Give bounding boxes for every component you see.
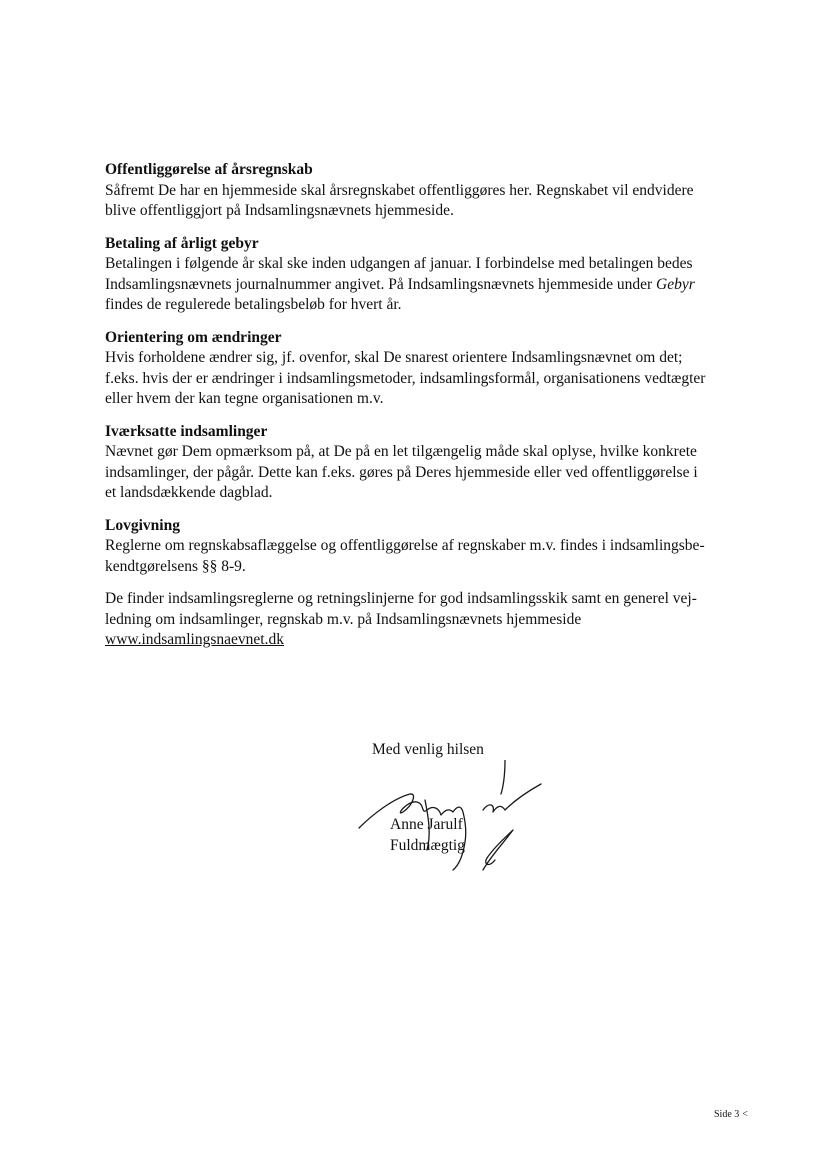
signatory-title: Fuldmægtig — [390, 837, 465, 854]
section-text — [105, 442, 765, 504]
text-line: Nævnet gør Dem opmærksom på, at De på en let tilgængelig måde skal oplyse, hvilke konkrete — [105, 443, 697, 460]
letter-body — [105, 160, 765, 663]
signatory-block — [390, 814, 465, 856]
page-number: Side 3 — [714, 1109, 740, 1120]
signatory-name: Anne Jarulf — [390, 816, 463, 833]
section-text — [105, 181, 765, 222]
section-heading: Orientering om ændringer — [105, 328, 282, 346]
text-line: et landsdækkende dagblad. — [105, 484, 273, 501]
section-heading: Offentliggørelse af årsregnskab — [105, 161, 313, 178]
text-line: indsamlinger, der pågår. Dette kan f.eks. gøres på Deres hjemmeside eller ved offentliggørelse i — [105, 463, 698, 481]
section-indsamlinger — [105, 422, 765, 504]
text-line: eller hvem der kan tegne organisationen m.v. — [105, 390, 384, 407]
section-heading: Betaling af årligt gebyr — [105, 234, 259, 252]
closing-paragraph — [105, 589, 765, 651]
section-text — [105, 348, 765, 410]
section-text — [105, 536, 765, 577]
text-line: Betalingen i følgende år skal ske inden udgangen af januar. I forbindelse med betalingen bedes — [105, 255, 693, 272]
section-offentliggorelse — [105, 160, 765, 222]
gebyr-term: Gebyr — [656, 275, 695, 293]
section-lovgivning — [105, 516, 765, 578]
text-line: Reglerne om regnskabsaflæggelse og offentliggørelse af regnskaber m.v. findes i indsamlingsbe- — [105, 537, 705, 554]
page-footer — [714, 1109, 751, 1120]
text-line: Hvis forholdene ændrer sig, jf. ovenfor, skal De snarest orientere Indsamlingsnævnet om det; — [105, 349, 683, 366]
greeting: Med venlig hilsen — [372, 741, 484, 758]
footer-marker: < — [742, 1109, 748, 1120]
section-heading: Iværksatte indsamlinger — [105, 422, 268, 440]
section-orientering — [105, 328, 765, 410]
website-link[interactable]: www.indsamlingsnaevnet.dk — [105, 631, 284, 648]
closing-text — [105, 589, 765, 651]
text-line: Såfremt De har en hjemmeside skal årsregnskabet offentliggøres her. Regnskabet vil endvidere — [105, 181, 694, 199]
text-line: ledning om indsamlinger, regnskab m.v. på Indsamlingsnævnets hjemmeside — [105, 610, 582, 628]
text-line: findes de regulerede betalingsbeløb for hvert år. — [105, 296, 402, 313]
section-heading: Lovgivning — [105, 516, 180, 534]
text-line — [105, 275, 765, 296]
text-fragment: Indsamlingsnævnets journalnummer angivet. På Indsamlingsnævnets hjemmeside under — [105, 275, 653, 293]
section-text — [105, 254, 765, 316]
text-line: kendtgørelsens §§ 8-9. — [105, 557, 246, 575]
section-betaling — [105, 234, 765, 316]
text-line: blive offentliggjort på Indsamlingsnævnets hjemmeside. — [105, 202, 454, 219]
text-line: f.eks. hvis der er ændringer i indsamlingsmetoder, indsamlingsformål, organisationens vedtægter — [105, 369, 706, 387]
text-line: De finder indsamlingsreglerne og retningslinjerne for god indsamlingsskik samt en generel vej- — [105, 590, 697, 607]
